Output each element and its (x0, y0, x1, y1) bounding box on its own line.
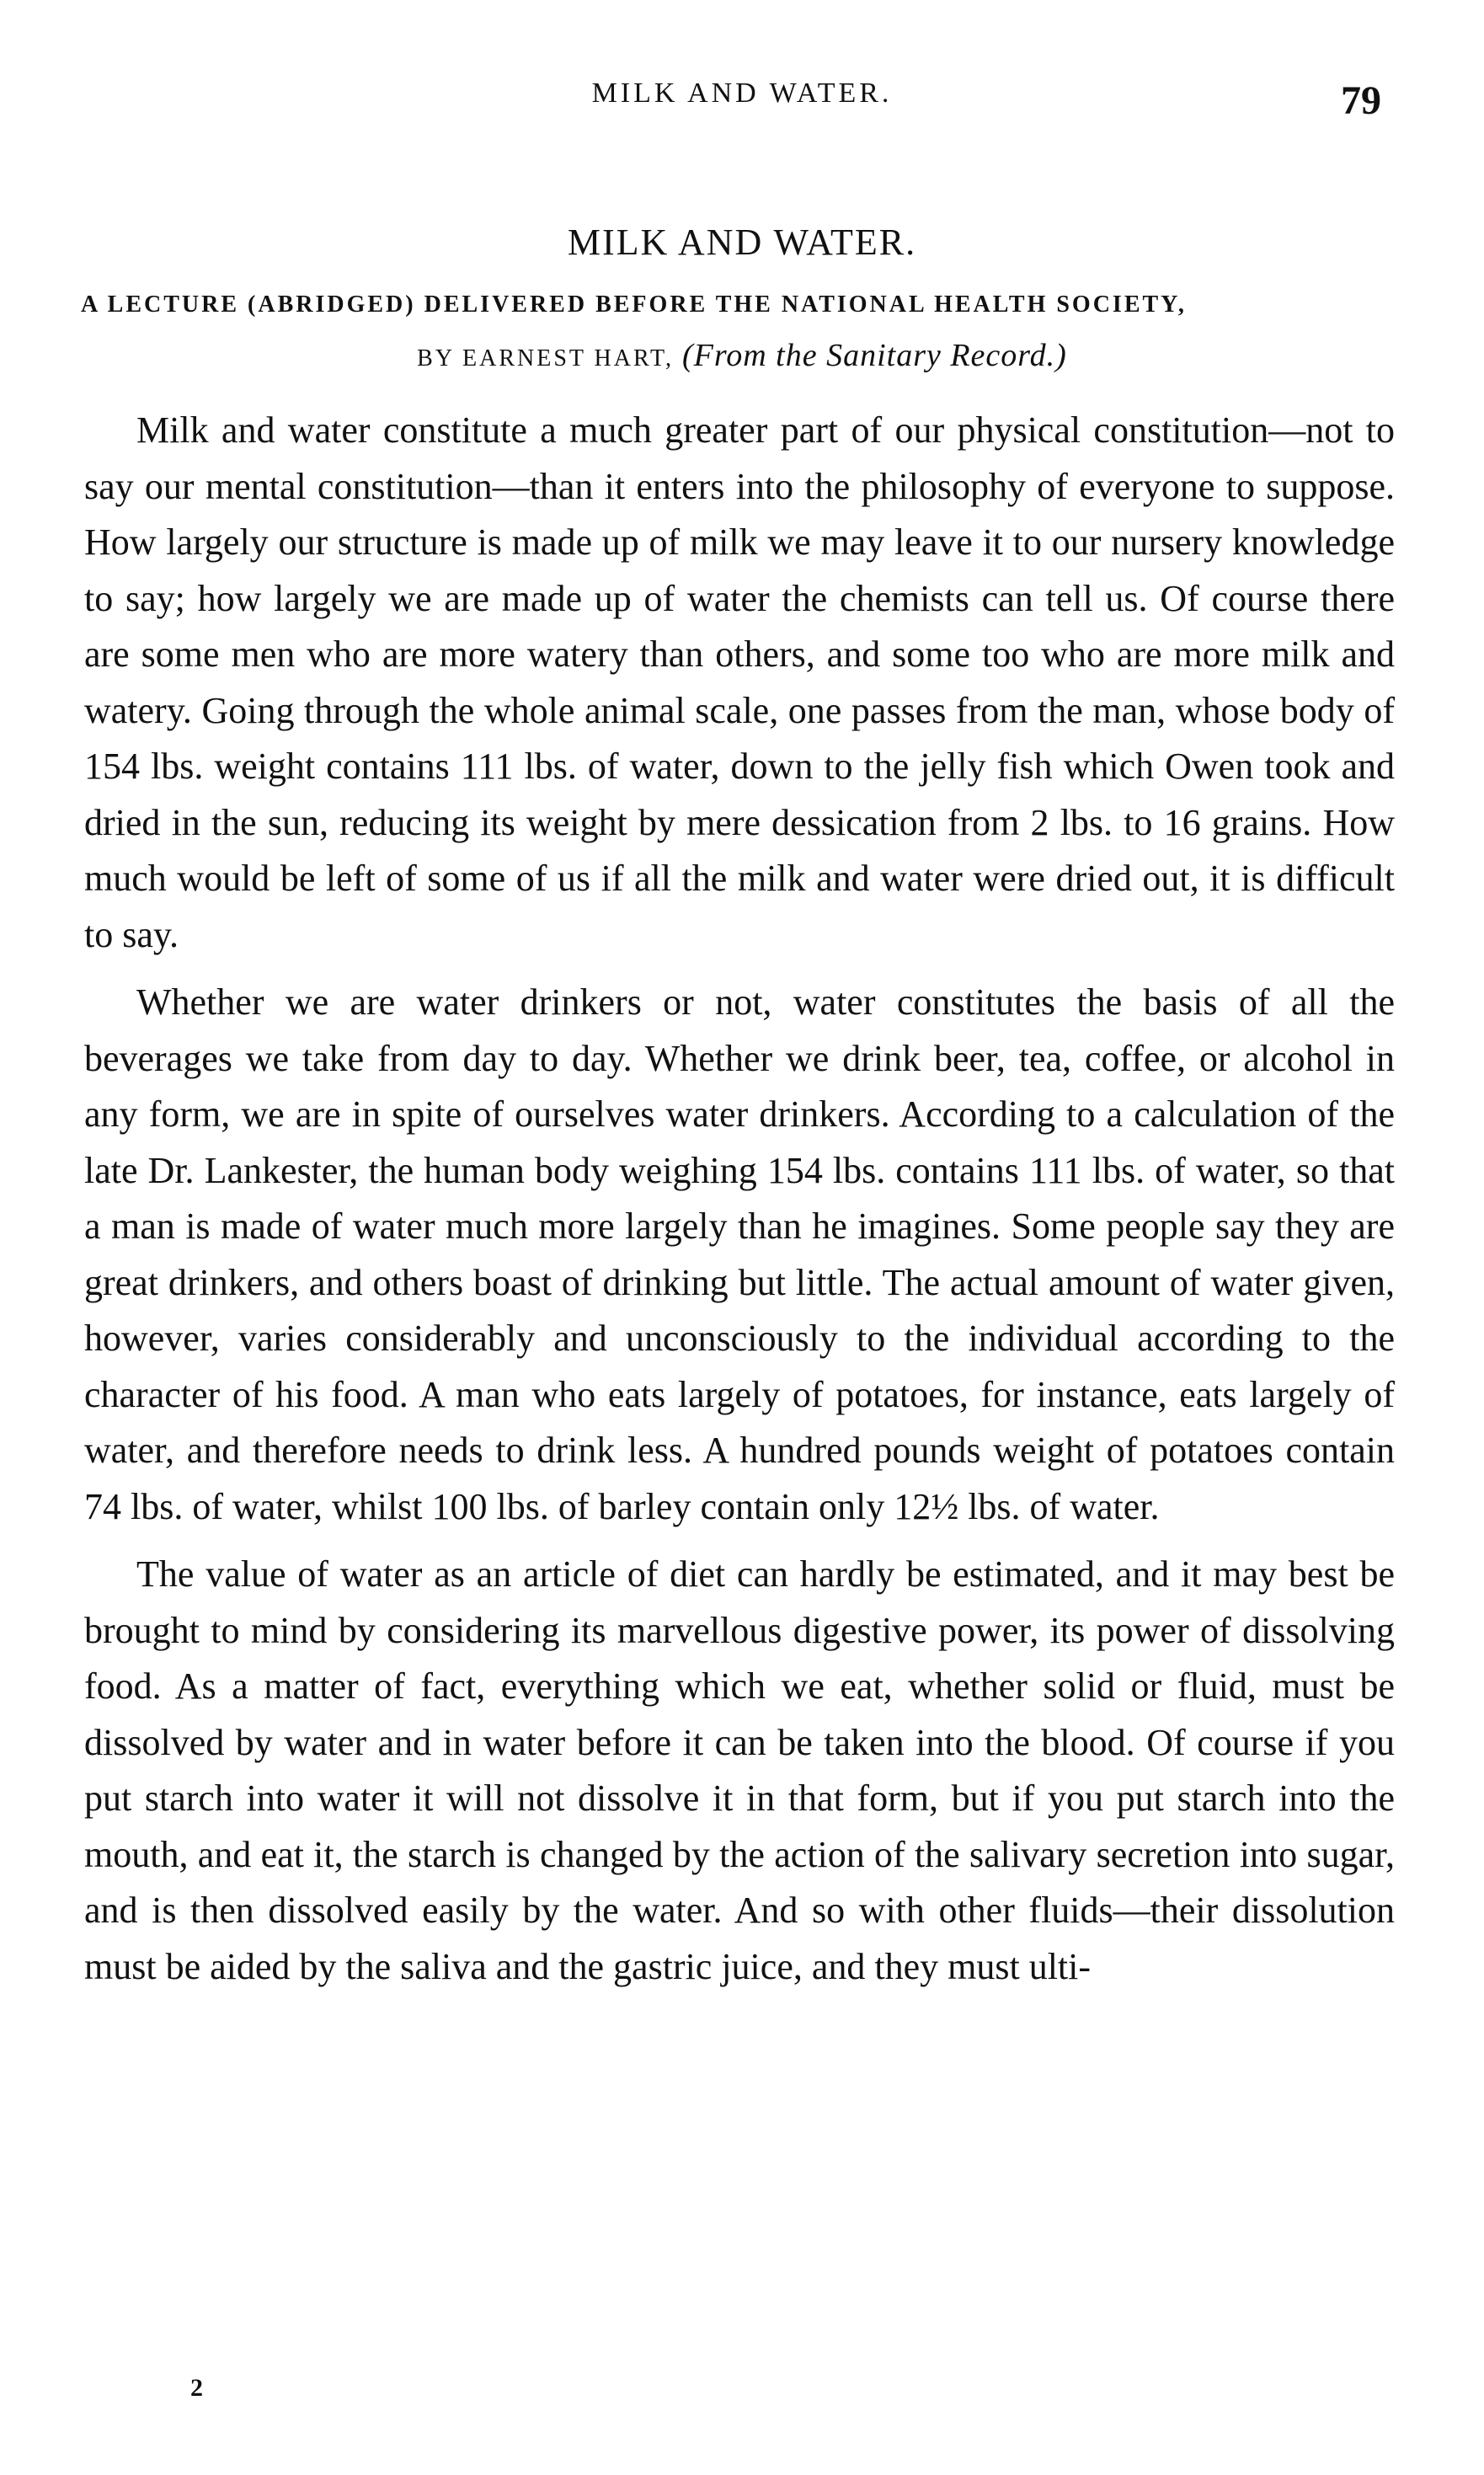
article-subtitle: A LECTURE (ABRIDGED) DELIVERED BEFORE THE NATIONAL HEALTH SOCIETY, (81, 291, 1187, 318)
source-citation: (From the Sanitary Record.) (681, 338, 1067, 373)
article-body (84, 403, 1395, 2007)
page-number: 79 (1341, 78, 1381, 123)
running-head: MILK AND WATER. (591, 78, 893, 109)
article-title: MILK AND WATER. (567, 222, 917, 263)
paragraph: Whether we are water drinkers or not, water constitutes the basis of all the beverages we take from day to day. Whether we drink beer, tea, coffee, or alcohol in any form, we are in spite of ourselves water drinkers. According to a calculation of the late Dr. Lankester, the human body weighing 154 lbs. contains 111 lbs. of water, so that a man is made of water much more largely than he imagines. Some people say they are great drinkers, and others boast of drinking but little. The actual amount of water given, however, varies considerably and unconsciously to the individual according to the character of his food. A man who eats largely of potatoes, for instance, eats largely of water, and therefore needs to drink less. A hundred pounds weight of potatoes contain 74 lbs. of water, whilst 100 lbs. of barley contain only 12½ lbs. of water. (84, 981, 1395, 1527)
author-line: BY EARNEST HART, (417, 345, 674, 372)
signature-mark: 2 (190, 2374, 203, 2402)
article-byline (0, 337, 1484, 374)
paragraph: The value of water as an article of diet can hardly be estimated, and it may best be brought to mind by considering its marvellous digestive power, its power of dissolving food. As a matter of fact, everything which we eat, whether solid or fluid, must be dissolved by water and in water before it can be taken into the blood. Of course if you put starch into water it will not dissolve it in that form, but if you put starch into the mouth, and eat it, the starch is changed by the action of the salivary secretion into sugar, and is then dissolved easily by the water. And so with other fluids—their dissolution must be aided by the saliva and the gastric juice, and they must ulti- (84, 1553, 1395, 1987)
paragraph: Milk and water constitute a much greater part of our physical constitution—not to say our mental constitution—than it enters into the philosophy of everyone to suppose. How largely our structure is made up of milk we may leave it to our nursery knowledge to say; how largely we are made up of water the chemists can tell us. Of course there are some men who are more watery than others, and some too who are more milk and watery. Going through the whole animal scale, one passes from the man, whose body of 154 lbs. weight contains 111 lbs. of water, down to the jelly fish which Owen took and dried in the sun, reducing its weight by mere dessication from 2 lbs. to 16 grains. How much would be left of some of us if all the milk and water were dried out, it is difficult to say. (84, 409, 1395, 955)
